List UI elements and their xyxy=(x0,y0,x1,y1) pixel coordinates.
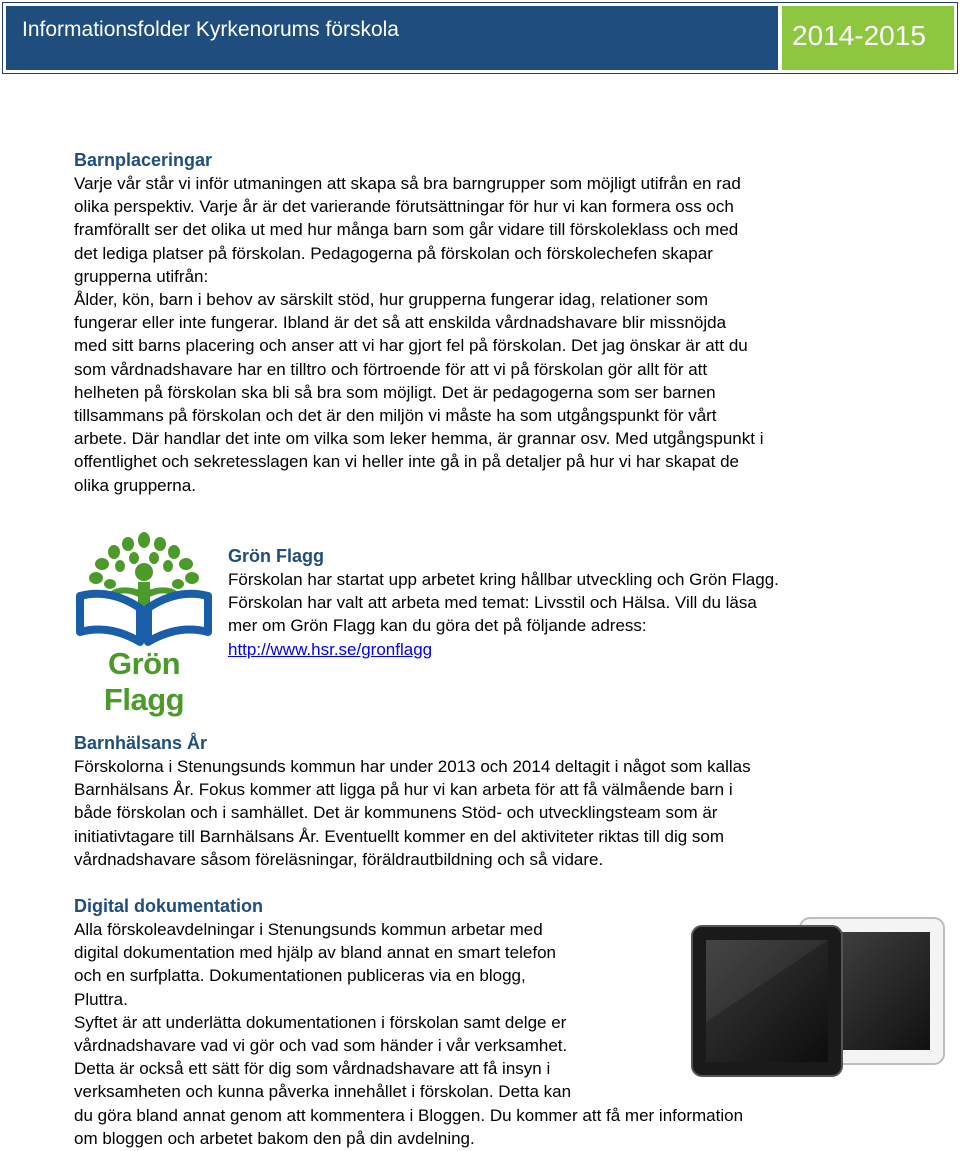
text-line: Ålder, kön, barn i behov av särskilt stöd, hur grupperna fungerar idag, relationer som xyxy=(74,290,709,310)
text-line: Förskolan har valt att arbeta med temat: Livsstil och Hälsa. Vill du läsa xyxy=(228,593,757,613)
text-line: Syftet är att underlätta dokumentationen i förskolan samt delge er xyxy=(74,1012,567,1032)
text-line: om bloggen och arbetet bakom den på din avdelning. xyxy=(74,1128,475,1148)
tree-book-icon xyxy=(70,530,218,648)
tablet-icon xyxy=(688,912,948,1080)
gron-flagg-logo xyxy=(70,530,218,717)
text-line: helheten på förskolan ska bli så bra som möjligt. Det är pedagogerna som ser barnen xyxy=(74,382,716,402)
text-line: Barnhälsans År. Fokus kommer att ligga på hur vi kan arbeta för att få välmående barn i xyxy=(74,780,733,800)
text-line: verksamheten och kunna påverka innehållet i förskolan. Detta kan xyxy=(74,1082,572,1102)
logo-text: Grön Flagg xyxy=(103,646,185,717)
text-line: framförallt ser det olika ut med hur många barn som går vidare till förskoleklass och med xyxy=(74,220,739,240)
tablets-image xyxy=(688,912,948,1080)
gron-flagg-link[interactable]: http://www.hsr.se/gronflagg xyxy=(228,639,433,659)
text-line: mer om Grön Flagg kan du göra det på följande adress: xyxy=(228,616,647,636)
text-line: olika grupperna. xyxy=(74,475,196,495)
text-line: Förskolorna i Stenungsunds kommun har under 2013 och 2014 deltagit i något som kallas xyxy=(74,757,751,776)
barnhalsans-ar-body xyxy=(74,755,934,871)
heading-barnhalsans-ar: Barnhälsans År xyxy=(74,733,208,753)
text-line: Detta är också ett sätt för dig som vårdnadshavare att få insyn i xyxy=(74,1059,551,1079)
text-line: Alla förskoleavdelningar i Stenungsunds kommun arbetar med xyxy=(74,920,543,939)
text-line: vårdnadshavare såsom föreläsningar, föräldrautbildning och så vidare. xyxy=(74,849,604,869)
heading-barnplaceringar: Barnplaceringar xyxy=(74,150,213,170)
text-line: tillsammans på förskolan och det är den miljön vi måste ha som utgångspunkt för vårt xyxy=(74,406,717,426)
text-line: du göra bland annat genom att kommentera i Bloggen. Du kommer att få mer information xyxy=(74,1105,744,1125)
text-line: Pluttra. xyxy=(74,989,128,1009)
heading-digital-dokumentation: Digital dokumentation xyxy=(74,896,263,916)
text-line: både förskolan och i samhället. Det är kommunens Stöd- och utvecklingsteam som är xyxy=(74,803,718,823)
text-line: grupperna utifrån: xyxy=(74,266,209,286)
text-line: som vårdnadshavare har en tilltro och förtroende för att vi på förskolan gör allt för att xyxy=(74,359,708,379)
document-year: 2014-2015 xyxy=(782,6,954,70)
text-line: offentlighet och sekretesslagen kan vi heller inte gå in på detaljer på hur vi har skapat de xyxy=(74,452,739,472)
document-title: Informationsfolder Kyrkenorums förskola xyxy=(6,6,778,70)
barnplaceringar-body xyxy=(74,172,934,497)
heading-gron-flagg: Grön Flagg xyxy=(228,546,324,566)
text-line: och en surfplatta. Dokumentationen publiceras via en blogg, xyxy=(74,966,526,986)
text-line: digital dokumentation med hjälp av bland annat en smart telefon xyxy=(74,943,556,963)
text-line: Förskolan har startat upp arbetet kring hållbar utveckling och Grön Flagg. xyxy=(228,570,779,589)
text-line: arbete. Där handlar det inte om vilka som leker hemma, är grannar osv. Med utgångspunkt i xyxy=(74,429,764,449)
text-line: olika perspektiv. Varje år är det varierande förutsättningar för hur vi kan formera oss och xyxy=(74,197,734,217)
gron-flagg-body xyxy=(228,568,928,661)
text-line: initiativtagare till Barnhälsans År. Eventuellt kommer en del aktiviteter riktas till dig som xyxy=(74,826,725,846)
text-line: med sitt barns placering och anser att vi har gjort fel på förskolan. Det jag önskar är att du xyxy=(74,336,748,356)
text-line: fungerar eller inte fungerar. Ibland är det så att enskilda vårdnadshavare blir missnöjda xyxy=(74,313,727,333)
text-line: vårdnadshavare vad vi gör och vad som händer i vår verksamhet. xyxy=(74,1036,568,1056)
page-header xyxy=(2,2,958,74)
text-line: det lediga platser på förskolan. Pedagogerna på förskolan och förskolechefen skapar xyxy=(74,243,713,263)
text-line: Varje vår står vi inför utmaningen att skapa så bra barngrupper som möjligt utifrån en rad xyxy=(74,174,741,193)
